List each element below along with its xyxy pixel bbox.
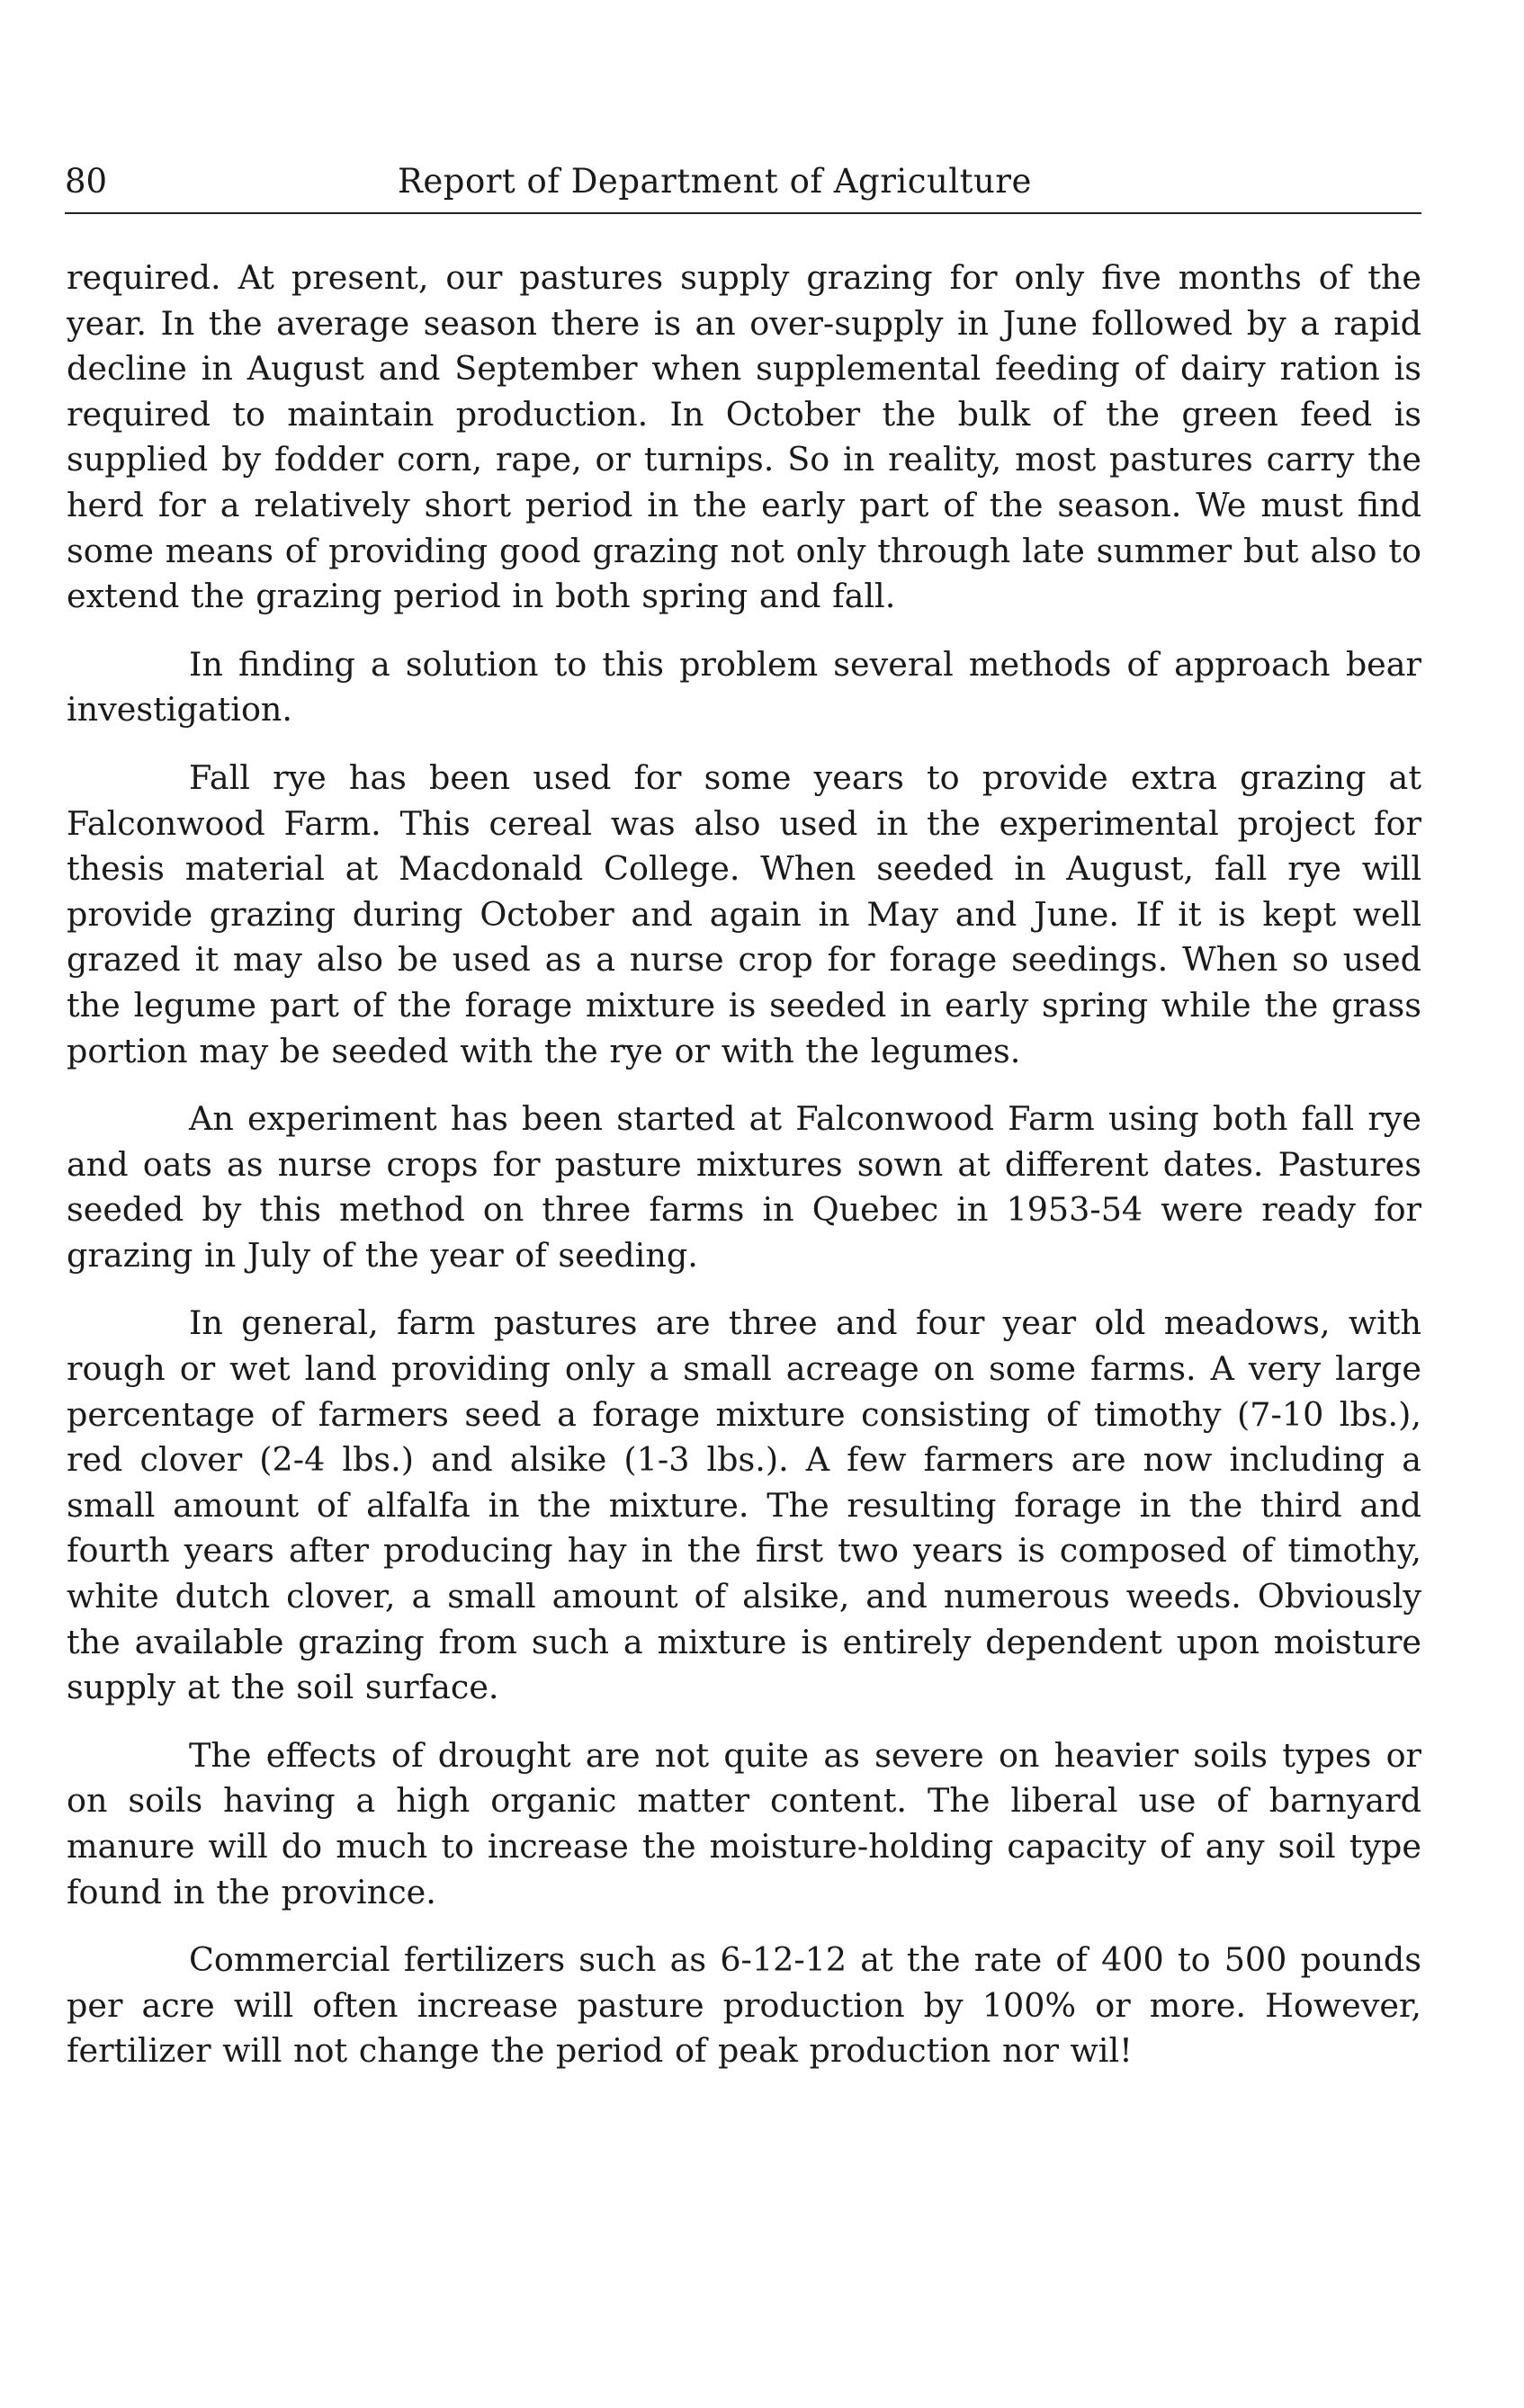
running-title: Report of Department of Agriculture — [398, 162, 1032, 201]
header-rule — [65, 212, 1421, 214]
paragraph: Commercial fertilizers such as 6-12-12 at the rate of 400 to 500 pounds per acre will often increase pasture production by 100% or more. However, fertilizer will not change the period of peak production nor wil! — [67, 1940, 1421, 2071]
paragraph: An experiment has been started at Falconwood Farm using both fall rye and oats as nurse crops for pasture mixtures sown at different dates. Pastures seeded by this method on three farms in Quebec in 1953-54 were ready for grazing in July of the year of seeding. — [67, 1099, 1421, 1275]
paragraph: The effects of drought are not quite as severe on heavier soils types or on soils having a high organic matter content. The liberal use of barnyard manure will do much to increase the moisture-holding capacity of any soil type found in the province. — [67, 1735, 1421, 1911]
page-number: 80 — [65, 162, 108, 201]
page-header — [65, 155, 1421, 209]
paragraph: Fall rye has been used for some years to provide extra grazing at Falconwood Farm. This cereal was also used in the experimental project for thesis material at Macdonald College. When seeded in August, fall rye will provide grazing during October and again in May and June. If it is kept well grazed it may also be used as a nurse crop for forage seedings. When so used the legume part of the forage mixture is seeded in early spring while the grass portion may be seeded with the rye or with the legumes. — [67, 757, 1421, 1070]
paragraph: required. At present, our pastures supply grazing for only five months of the year. In the average season there is an over-supply in June followed by a rapid decline in August and September when supplemental feeding of dairy ration is required to maintain production. In October the bulk of the green feed is supplied by fodder corn, rape, or turnips. So in reality, most pastures carry the herd for a relatively short period in the early part of the season. We must find some means of providing good grazing not only through late summer but also to extend the grazing period in both spring and fall. — [67, 258, 1421, 616]
paragraph: In finding a solution to this problem several methods of approach bear investigation. — [67, 644, 1421, 730]
body-text — [67, 255, 1421, 2097]
paragraph: In general, farm pastures are three and four year old meadows, with rough or wet land providing only a small acreage on some farms. A very large percentage of farmers seed a forage mixture consisting of timothy (7-10 lbs.), red clover (2-4 lbs.) and alsike (1-3 lbs.). A few farmers are now including a small amount of alfalfa in the mixture. The resulting forage in the third and fourth years after producing hay in the first two years is composed of timothy, white dutch clover, a small amount of alsike, and numerous weeds. Obviously the available grazing from such a mixture is entirely dependent upon moisture supply at the soil surface. — [67, 1303, 1421, 1707]
